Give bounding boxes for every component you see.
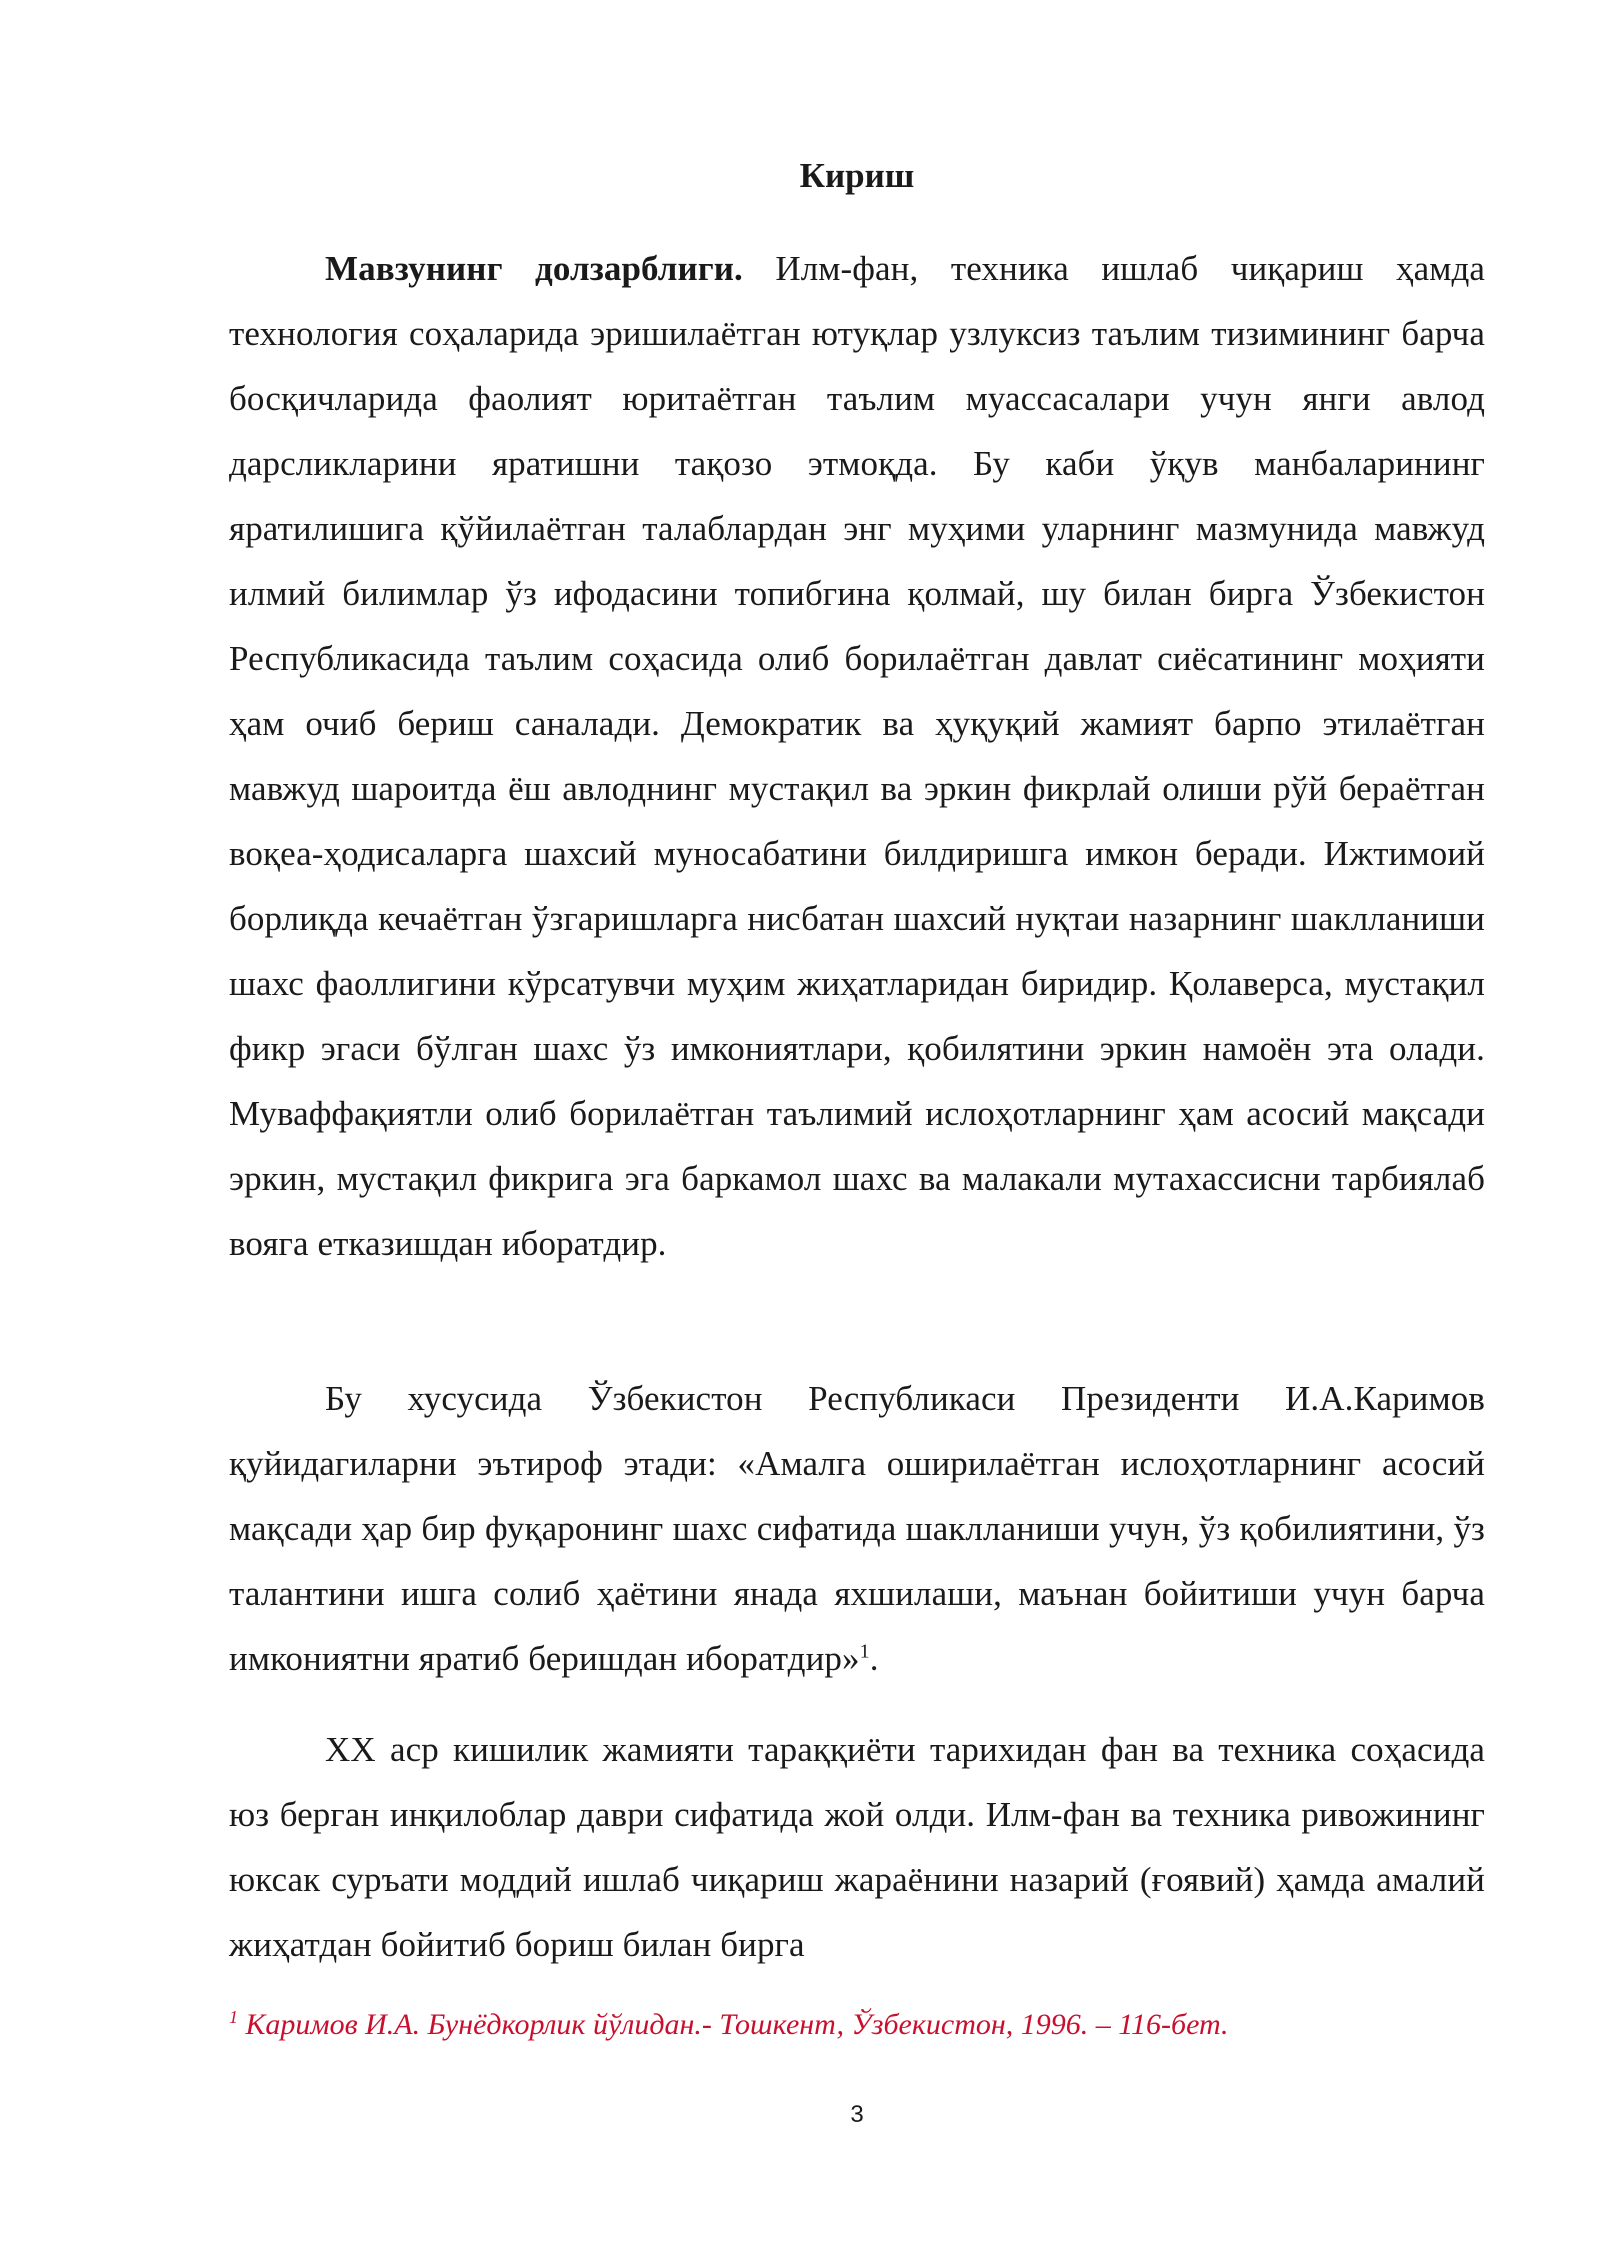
page-number: 3 [850,2101,864,2128]
footnote-marker: 1 [229,2007,238,2027]
paragraph-lead-heading: Мавзунинг долзарблиги. [325,249,743,288]
footnote-text: Каримов И.А. Бунёдкорлик йўлидан.- Тошкент, Ўзбекистон, 1996. – 116-бет. [238,2008,1229,2041]
footnote-reference[interactable]: 1 [859,1640,870,1663]
document-page [229,0,1485,2262]
paragraph-text: Илм-фан, техника ишлаб чиқариш ҳамда технология соҳаларида эришилаётган ютуқлар узлуксиз таълим тизимининг барча босқичларида фаолият юритаётган таълим муассасалари учун янги авлод дарсликларини яратишни тақозо этмоқда. Бу каби ўқув манбаларининг яратилишига қўйилаётган талаблардан энг муҳими уларнинг мазмунида мавжуд илмий билимлар ўз ифодасини топибгина қолмай, шу билан бирга Ўзбекистон Республикасида таълим соҳасида олиб борилаётган давлат сиёсатининг моҳияти ҳам очиб бериш саналади. Демократик ва ҳуқуқий жамият барпо этилаётган мавжуд шароитда ёш авлоднинг мустақил ва эркин фикрлай олиши рўй бераётган воқеа-ҳодисаларга шахсий муносабатини билдиришга имкон беради. Ижтимоий борлиқда кечаётган ўзгаришларга нисбатан шахсий нуқтаи назарнинг шаклланиши шахс фаоллигини кўрсатувчи муҳим жиҳатларидан биридир. Қолаверса, мустақил фикр эгаси бўлган шахс ўз имкониятлари, қобилятини эркин намоён эта олади. Муваффақиятли олиб борилаётган таълимий ислоҳотларнинг ҳам асосий мақсади эркин, мустақил фикрига эга баркамол шахс ва малакали мутахассисни тарбиялаб вояга етказишдан иборатдир. [229,249,1485,1263]
paragraph-quote [229,1366,1485,1691]
paragraph-history [229,1717,1485,1977]
section-title: Кириш [799,156,915,195]
paragraph-text: XX аср кишилик жамияти тараққиёти тарихидан фан ва техника соҳасида юз берган инқилоблар даври сифатида жой олди. Илм-фан ва техника ривожининг юксак суръати моддий ишлаб чиқариш жараёнини назарий (ғоявий) ҳамда амалий жиҳатдан бойитиб бориш билан бирга [229,1730,1485,1964]
paragraph-relevance [229,236,1485,1276]
footnote [229,2005,1485,2045]
paragraph-text: Бу хусусида Ўзбекистон Республикаси Президенти И.А.Каримов қуйидагиларни эътироф этади: «Амалга оширилаётган ислоҳотларнинг асосий мақсади ҳар бир фуқаронинг шахс сифатида шаклланиши учун, ўз қобилиятини, ўз талантини ишга солиб ҳаётини янада яхшилаши, маънан бойитиши учун барча имкониятни яратиб беришдан иборатдир» [229,1379,1485,1678]
paragraph-tail: . [869,1639,879,1678]
